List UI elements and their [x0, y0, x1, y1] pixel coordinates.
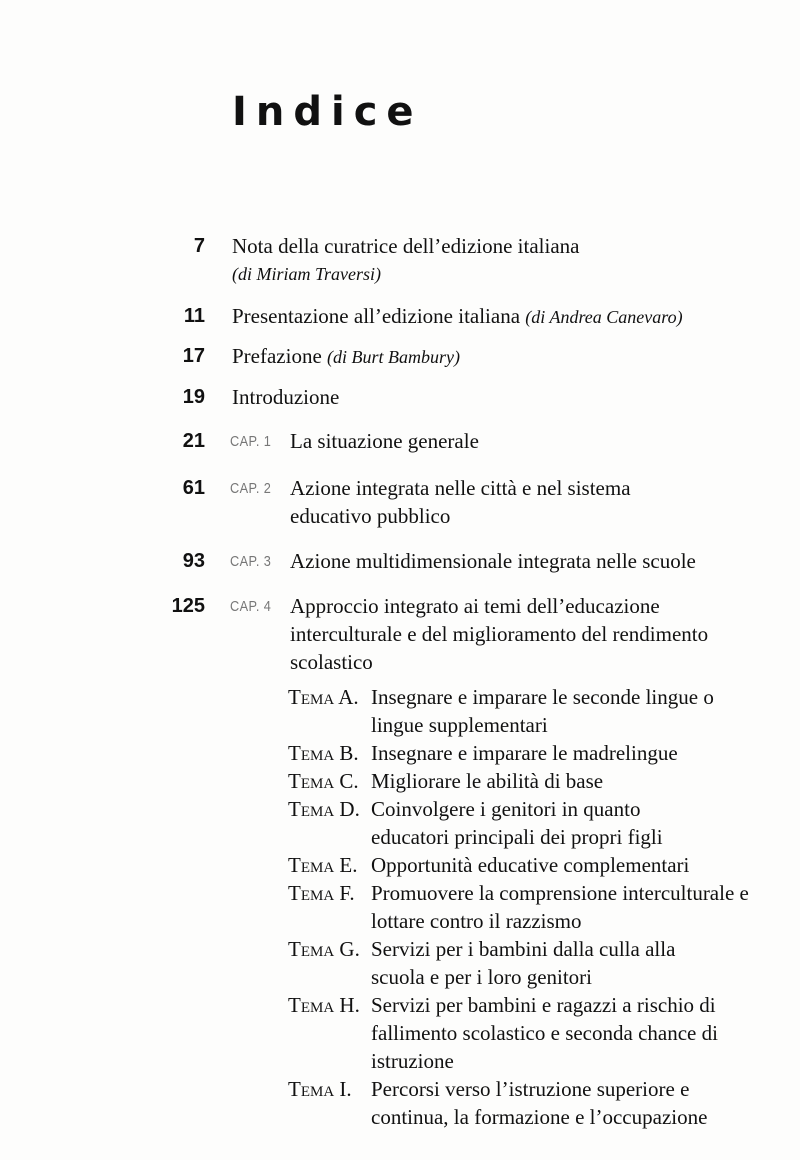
entry-title: Azione multidimensionale integrata nelle scuole — [290, 549, 696, 573]
chapter-label: CAP. 1 — [230, 433, 272, 450]
page-number: 17 — [182, 345, 205, 367]
page-title: Indice — [232, 89, 423, 135]
page-number: 7 — [193, 235, 205, 257]
entry-title-text: Presentazione all’edizione italiana — [232, 304, 521, 328]
chapter-label: CAP. 2 — [230, 480, 272, 497]
entry-title-text: Nota della curatrice dell’edizione italiana — [232, 234, 580, 258]
entry-author: (di Miriam Traversi) — [232, 264, 382, 284]
theme-label: Tema F. — [288, 881, 355, 905]
entry-title: Introduzione — [232, 385, 340, 409]
entry-author: (di Andrea Canevaro) — [525, 307, 683, 327]
theme-title: Opportunità educative complementari — [371, 853, 690, 877]
theme-title: Migliorare le abilità di base — [371, 769, 604, 793]
theme-title: Insegnare e imparare le seconde lingue o lingue supplementari — [371, 685, 714, 737]
entry-title — [232, 232, 772, 288]
entry-title: Azione integrata nelle città e nel sistema educativo pubblico — [290, 476, 631, 528]
entry-title — [232, 342, 772, 371]
page-number: 11 — [183, 305, 205, 327]
page-number: 21 — [182, 430, 205, 452]
page-number: 61 — [182, 477, 205, 499]
entry-author: (di Burt Bambury) — [327, 347, 461, 367]
theme-label: Tema C. — [288, 769, 359, 793]
theme-label: Tema E. — [288, 853, 358, 877]
theme-title: Servizi per bambini e ragazzi a rischio di fallimento scolastico e seconda chance di istruzione — [371, 993, 718, 1073]
entry-title-text: Prefazione — [232, 344, 322, 368]
theme-title: Promuovere la comprensione interculturale e lottare contro il razzismo — [371, 881, 749, 933]
chapter-label: CAP. 3 — [230, 553, 272, 570]
theme-label: Tema H. — [288, 993, 360, 1017]
entry-title — [232, 302, 772, 331]
theme-title: Coinvolgere i genitori in quanto educatori principali dei propri figli — [371, 797, 663, 849]
page-number: 19 — [182, 386, 205, 408]
theme-label: Tema I. — [288, 1077, 352, 1101]
theme-label: Tema B. — [288, 741, 359, 765]
theme-title: Insegnare e imparare le madrelingue — [371, 741, 678, 765]
theme-label: Tema G. — [288, 937, 360, 961]
entry-title: La situazione generale — [290, 429, 479, 453]
chapter-label: CAP. 4 — [230, 598, 272, 615]
page-number: 125 — [171, 595, 205, 617]
page-number: 93 — [182, 550, 205, 572]
theme-title: Servizi per i bambini dalla culla alla scuola e per i loro genitori — [371, 937, 676, 989]
entry-title: Approccio integrato ai temi dell’educazione interculturale e del miglioramento del rendimento scolastico — [290, 594, 709, 674]
theme-label: Tema D. — [288, 797, 360, 821]
theme-title: Percorsi verso l’istruzione superiore e continua, la formazione e l’occupazione — [371, 1077, 708, 1129]
theme-label: Tema A. — [288, 685, 359, 709]
